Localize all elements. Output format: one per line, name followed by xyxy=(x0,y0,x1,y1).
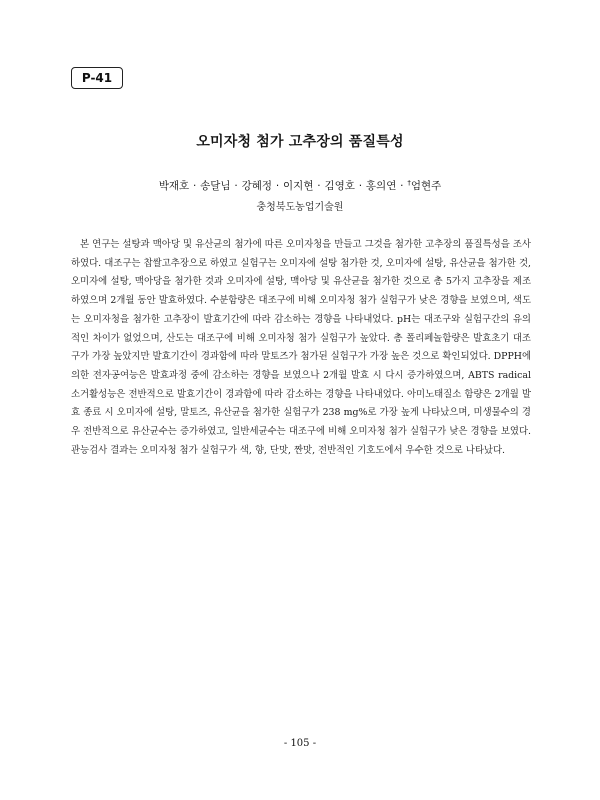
author-list xyxy=(0,178,600,193)
author-affiliation: 충청북도농업기술원 xyxy=(256,202,344,213)
abstract-body: 본 연구는 설탕과 맥아당 및 유산균의 첨가에 따른 오미자청을 만들고 그것을 첨가한 고추장의 품질특성을 조사하였다. 대조구는 찹쌀고추장으로 하였고 실험구는 오미자에 설탕 첨가한 것, 오미자에 설탕, 유산균을 첨가한 것, 오미자에 설탕, 맥아당을 첨가한 것과 오미자에 설탕, 맥아당 및 유산균을 첨가한 것으로 총 5가지 고추장을 제조하였으며 2개월 동안 발효하였다. 수분함량은 대조구에 비해 오미자청 첨가 실험구가 낮은 경향을 보였으며, 색도는 오미자청을 첨가한 고추장이 발효기간에 따라 감소하는 경향을 나타내었다. pH는 대조구와 실험구간의 유의적인 차이가 없었으며, 산도는 대조구에 비해 오미자청 첨가 실험구가 높았다. 총 폴리페놀함량은 발효초기 대조구가 가장 높았지만 발효기간이 경과함에 따라 말토즈가 첨가된 실험구가 가장 높은 것으로 확인되었다. DPPH에 의한 전자공여능은 발효과정 중에 감소하는 경향을 보였으나 2개월 발효 시 다시 증가하였으며, ABTS radical 소거활성능은 전반적으로 발효기간이 경과함에 따라 감소하는 경향을 나타내었다. 아미노태질소 함량은 2개월 발효 종료 시 오미자에 설탕, 말토즈, 유산균을 첨가한 실험구가 238 mg%로 가장 높게 나타났으며, 미생물수의 경우 전반적으로 유산균수는 증가하였고, 일반세균수는 대조구에 비해 오미자청 첨가 실험구가 낮은 경향을 보였다. 관능검사 결과는 오미자청 첨가 실험구가 색, 향, 단맛, 짠맛, 전반적인 기호도에서 우수한 것으로 나타났다. xyxy=(71,239,531,456)
corresponding-author-name: 엄현주 xyxy=(410,180,442,192)
author-names: 박재호 · 송달님 · 강혜정 · 이지현 · 김영호 · 홍의연 · xyxy=(158,180,408,192)
poster-code-badge: P-41 xyxy=(71,67,123,89)
page-number: - 105 - xyxy=(283,738,317,749)
corresponding-author-mark: † xyxy=(407,179,411,187)
paper-title: 오미자청 첨가 고추장의 품질특성 xyxy=(196,134,404,150)
